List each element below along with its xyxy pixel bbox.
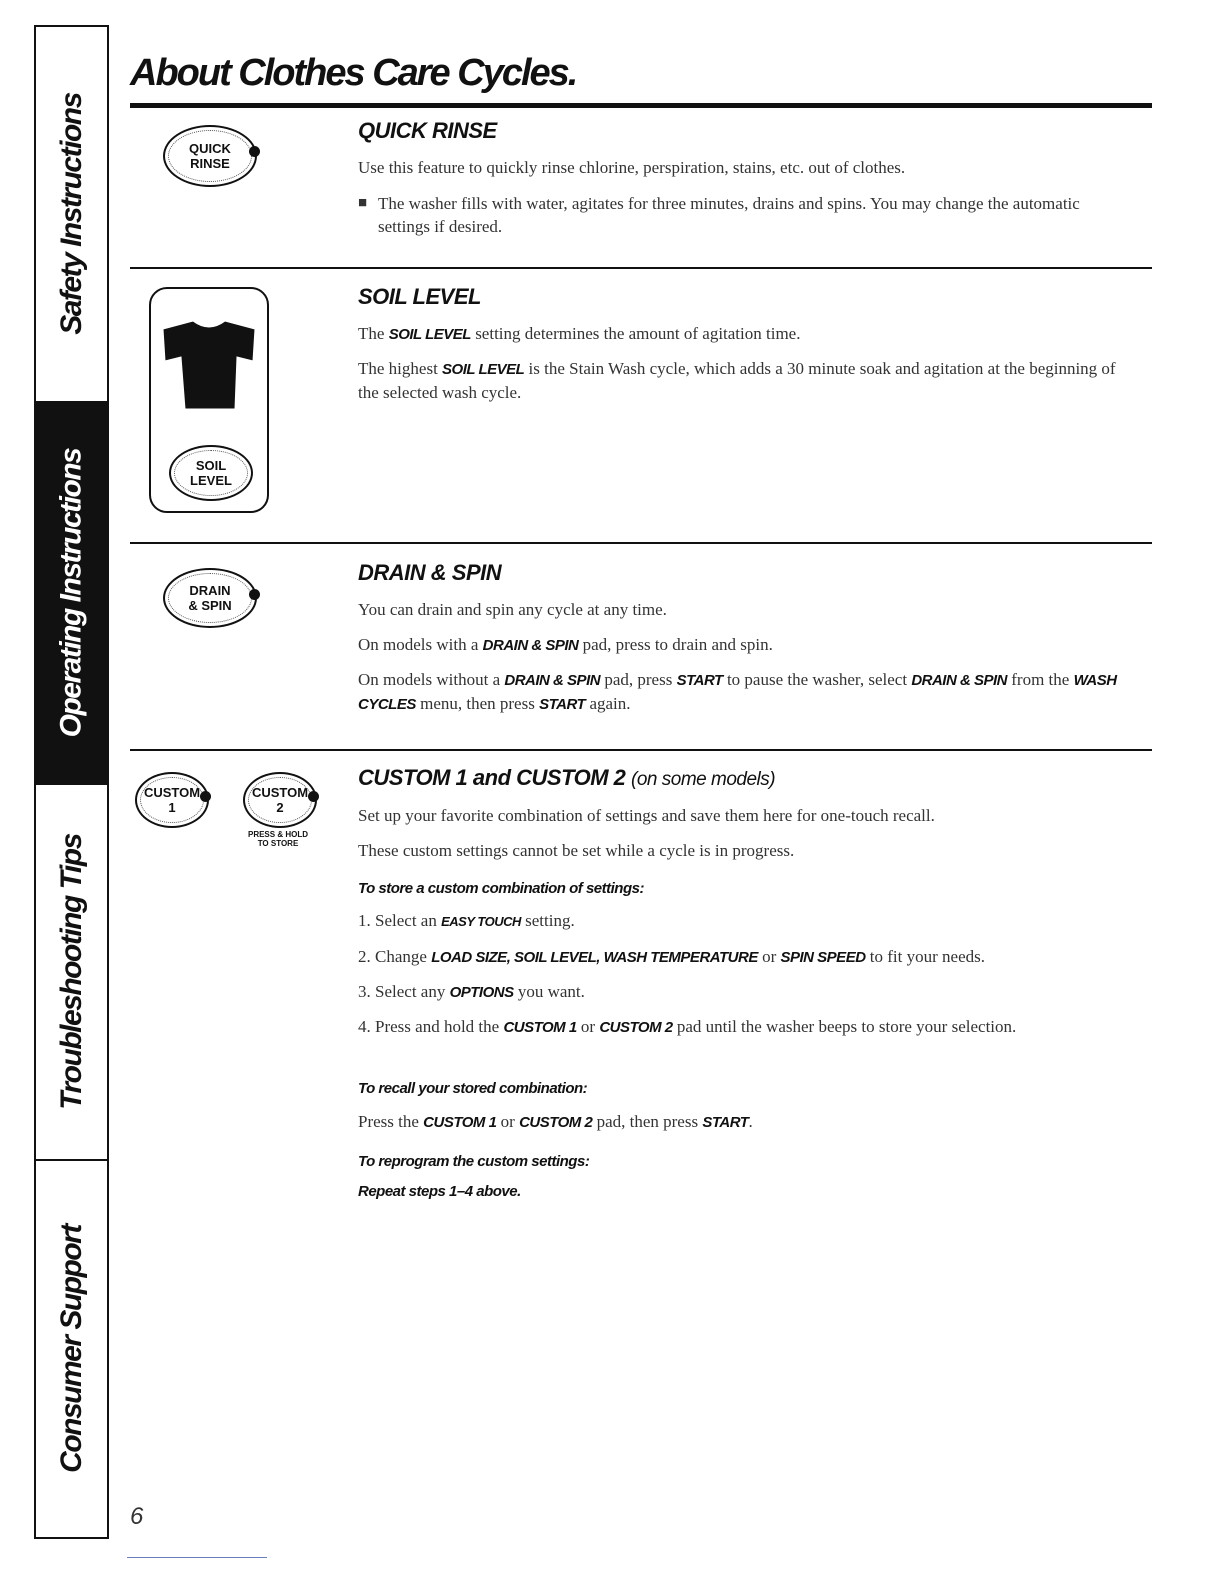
tab-operating-instructions[interactable]: [36, 403, 107, 785]
pad-label: & SPIN: [188, 598, 232, 613]
step-3: 3. Select any OPTIONS you want.: [358, 982, 585, 1001]
soil-level-heading: SOIL LEVEL: [358, 284, 481, 309]
soil-level-text-1: The SOIL LEVEL setting determines the amount of agitation time.: [358, 324, 801, 343]
reprogram-text: Repeat steps 1–4 above.: [358, 1183, 521, 1200]
soil-level-text-2: The highest SOIL LEVEL is the Stain Wash cycle, which adds a 30 minute soak and agitation at the beginning of the selected wash cycle.: [358, 359, 1116, 402]
step-1: 1. Select an EASY TOUCH setting.: [358, 911, 575, 930]
tab-label: Consumer Support: [54, 1225, 88, 1473]
pad-label: LEVEL: [190, 473, 232, 488]
pad-label: 1: [168, 800, 176, 815]
indicator-light-icon: [249, 146, 260, 157]
indicator-light-icon: [249, 589, 260, 600]
shirt-icon: [151, 309, 267, 429]
recall-text: Press the CUSTOM 1 or CUSTOM 2 pad, then press START.: [358, 1112, 753, 1131]
page-title: About Clothes Care Cycles.: [130, 52, 577, 94]
drain-spin-pad-icon: [163, 568, 257, 628]
tab-safety-instructions[interactable]: [36, 27, 107, 403]
pad-label: 2: [276, 800, 284, 815]
custom-2-pad-icon: [243, 772, 317, 828]
custom-1-pad-icon: [135, 772, 209, 828]
section-sidebar: [34, 25, 109, 1539]
drain-spin-text-3: On models without a DRAIN & SPIN pad, press START to pause the washer, select DRAIN & SPIN from the WASH CYCLES menu, then press START again.: [358, 670, 1117, 713]
bullet-icon: ■: [358, 195, 368, 211]
drain-spin-heading: DRAIN & SPIN: [358, 560, 502, 585]
quick-rinse-pad-icon: [163, 125, 257, 187]
indicator-light-icon: [308, 791, 319, 802]
custom-heading: CUSTOM 1 and CUSTOM 2 (on some models): [358, 765, 776, 790]
tab-label: Troubleshooting Tips: [54, 834, 88, 1110]
custom-text-2: These custom settings cannot be set while a cycle is in progress.: [358, 841, 795, 860]
press-hold-caption: PRESS & HOLD TO STORE: [247, 830, 308, 848]
tab-consumer-support[interactable]: [36, 1161, 107, 1537]
tab-label: Safety Instructions: [54, 93, 88, 335]
quick-rinse-heading: QUICK RINSE: [358, 118, 497, 143]
pad-label: SOIL: [195, 458, 227, 473]
reprogram-heading: To reprogram the custom settings:: [358, 1153, 590, 1170]
text: The washer fills with water, agitates for three minutes, drains and spins. You may change the automatic settings if desired.: [378, 194, 1080, 236]
title-rule: [130, 103, 1152, 108]
section-divider: [130, 267, 1152, 269]
pad-label: CUSTOM: [251, 785, 309, 800]
drain-spin-text-2: On models with a DRAIN & SPIN pad, press to drain and spin.: [358, 635, 773, 654]
section-divider: [130, 749, 1152, 751]
tab-troubleshooting-tips[interactable]: [36, 785, 107, 1161]
custom-text-1: Set up your favorite combination of settings and save them here for one-touch recall.: [358, 806, 935, 825]
soil-level-pad-icon: [169, 445, 253, 501]
soil-level-panel: [149, 287, 269, 513]
tab-label: Operating Instructions: [54, 448, 88, 738]
store-heading: To store a custom combination of settings:: [358, 880, 644, 897]
drain-spin-text-1: You can drain and spin any cycle at any time.: [358, 600, 667, 619]
recall-heading: To recall your stored combination:: [358, 1080, 588, 1097]
quick-rinse-text: Use this feature to quickly rinse chlorine, perspiration, stains, etc. out of clothes.: [358, 158, 906, 177]
page-number: 6: [130, 1503, 144, 1530]
step-2: 2. Change LOAD SIZE, SOIL LEVEL, WASH TEMPERATURE or SPIN SPEED to fit your needs.: [358, 947, 985, 966]
footer-line: [127, 1557, 267, 1558]
step-4: 4. Press and hold the CUSTOM 1 or CUSTOM 2 pad until the washer beeps to store your selection.: [358, 1017, 1017, 1036]
pad-label: CUSTOM: [143, 785, 201, 800]
section-divider: [130, 542, 1152, 544]
pad-label: DRAIN: [189, 583, 231, 598]
pad-label: RINSE: [190, 156, 230, 171]
indicator-light-icon: [200, 791, 211, 802]
pad-label: QUICK: [189, 141, 231, 156]
quick-rinse-bullet-text: [358, 192, 1128, 238]
